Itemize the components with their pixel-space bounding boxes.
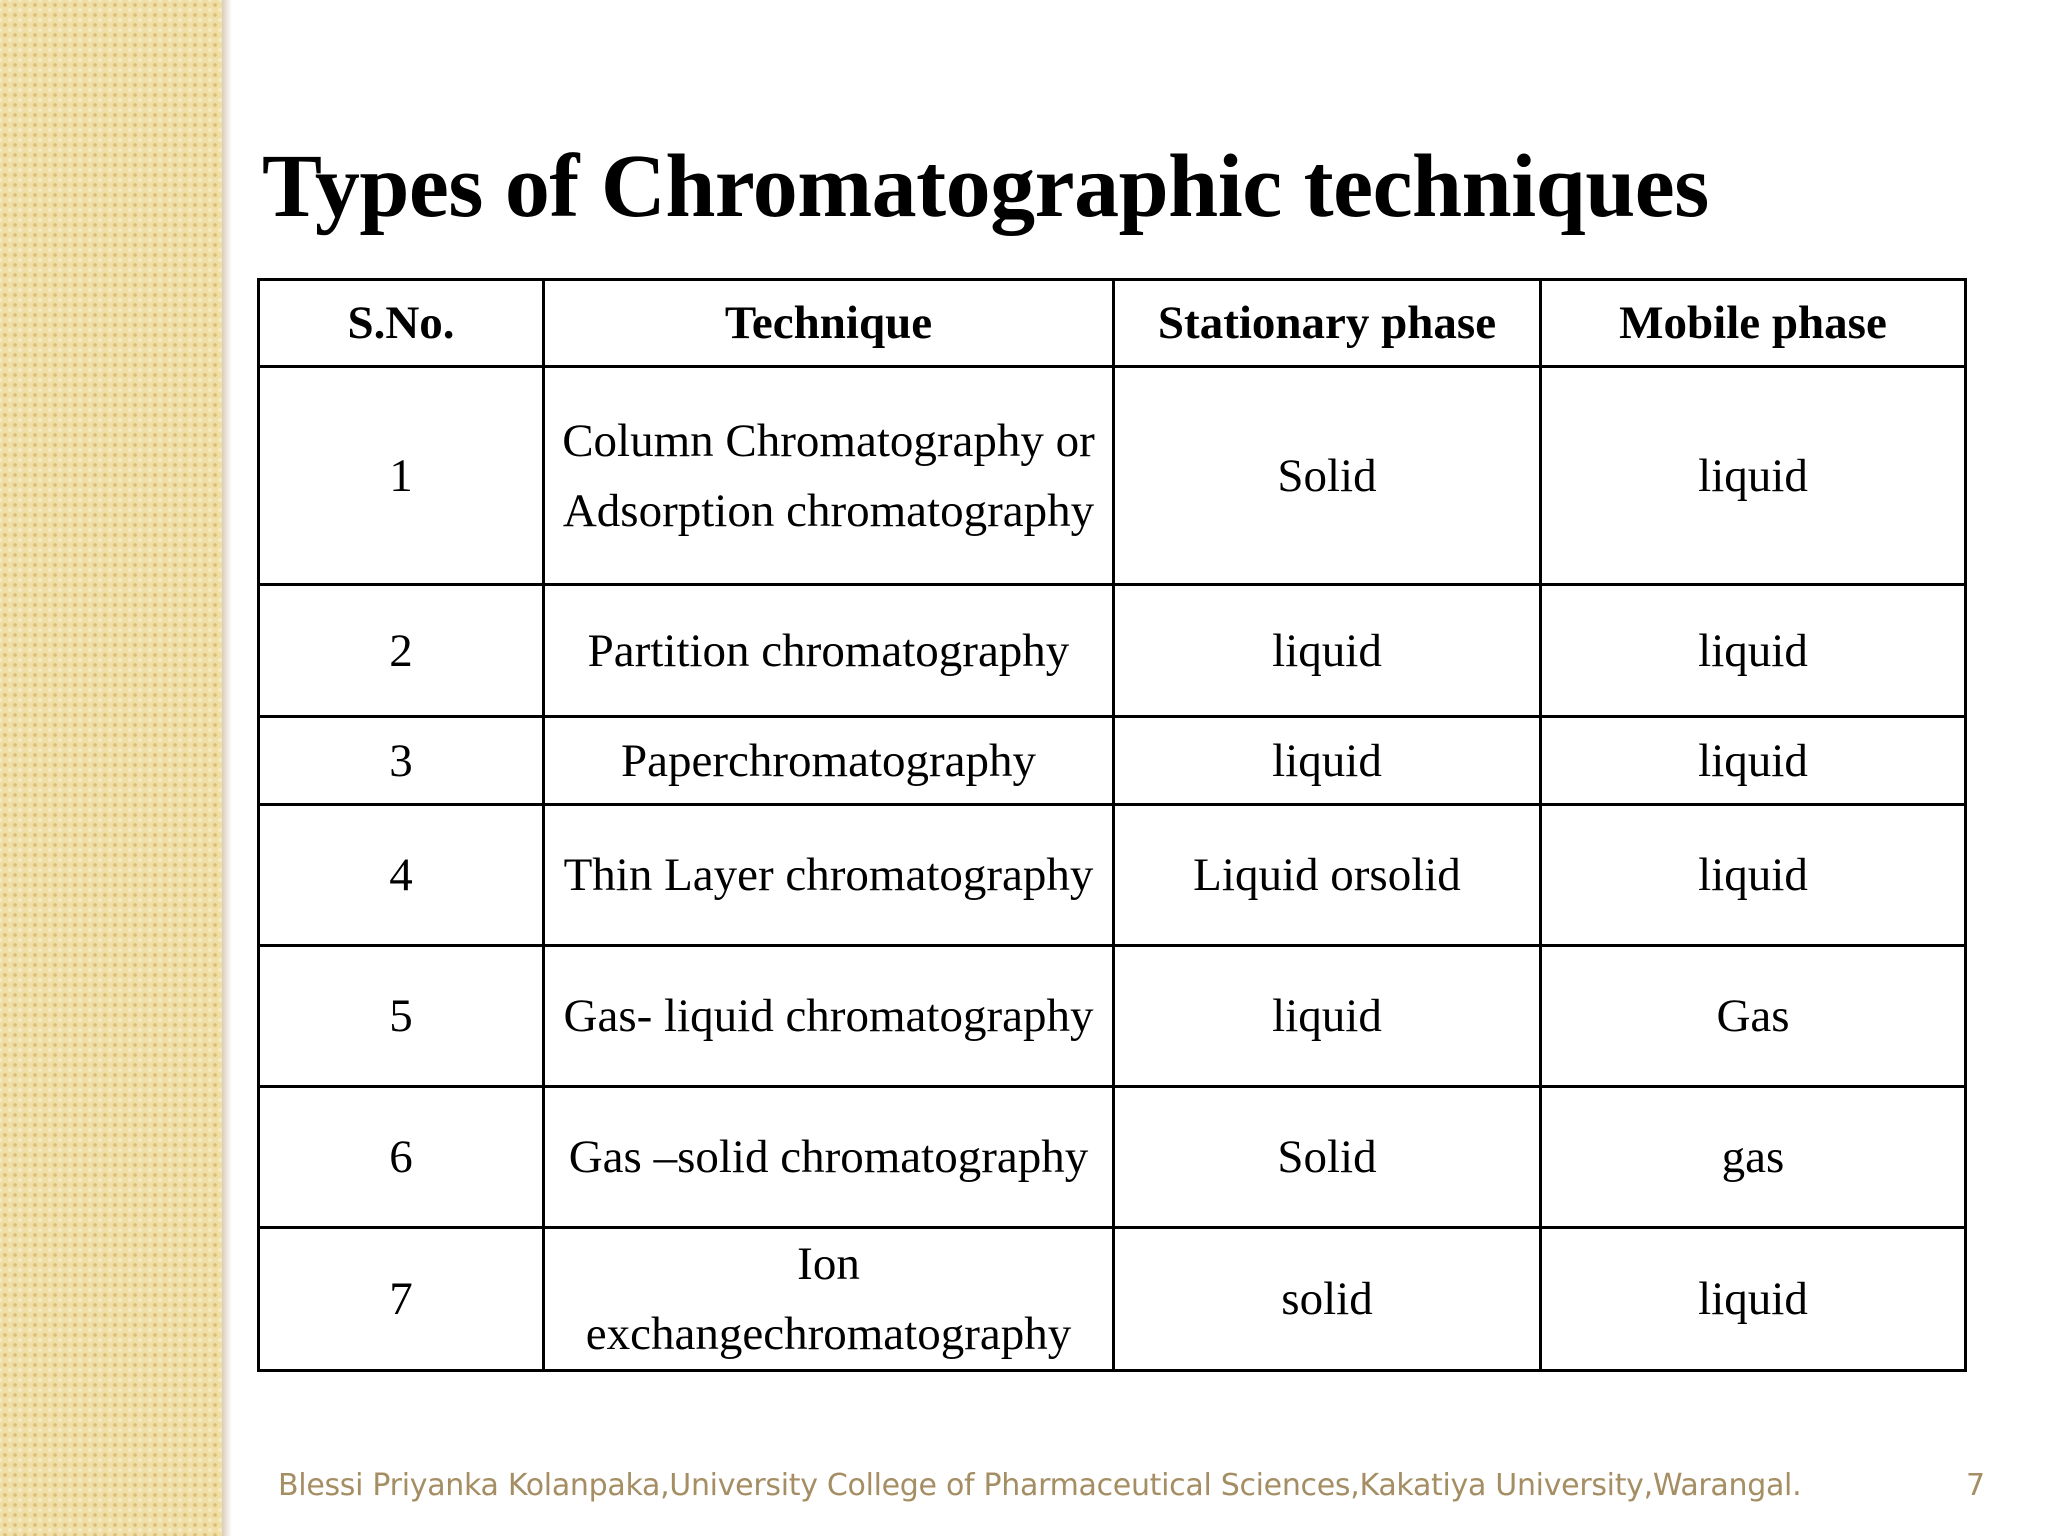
table-row — [259, 367, 1966, 585]
cell-stationary-phase: Solid — [1114, 367, 1541, 585]
cell-technique: Ion exchangechromatography — [544, 1228, 1114, 1371]
cell-technique: Partition chromatography — [544, 585, 1114, 717]
cell-sno: 1 — [259, 367, 544, 585]
header-sno: S.No. — [259, 280, 544, 367]
table-row — [259, 1087, 1966, 1228]
cell-sno: 2 — [259, 585, 544, 717]
cell-technique: Thin Layer chromatography — [544, 805, 1114, 946]
cell-stationary-phase: liquid — [1114, 946, 1541, 1087]
cell-mobile-phase: liquid — [1541, 367, 1966, 585]
side-band-shadow — [222, 0, 232, 1536]
cell-mobile-phase: gas — [1541, 1087, 1966, 1228]
table-row — [259, 717, 1966, 805]
cell-technique: Gas- liquid chromatography — [544, 946, 1114, 1087]
cell-stationary-phase: Liquid orsolid — [1114, 805, 1541, 946]
table-row — [259, 946, 1966, 1087]
cell-mobile-phase: liquid — [1541, 717, 1966, 805]
chromatography-table — [257, 278, 1967, 1372]
table-row — [259, 805, 1966, 946]
decorative-side-band — [0, 0, 222, 1536]
cell-sno: 3 — [259, 717, 544, 805]
slide-footer: Blessi Priyanka Kolanpaka,University College of Pharmaceutical Sciences,Kakatiya University,Warangal. — [278, 1468, 1802, 1503]
cell-technique: Paperchromatography — [544, 717, 1114, 805]
header-stationary-phase: Stationary phase — [1114, 280, 1541, 367]
header-technique: Technique — [544, 280, 1114, 367]
cell-mobile-phase: liquid — [1541, 585, 1966, 717]
cell-mobile-phase: liquid — [1541, 1228, 1966, 1371]
cell-sno: 6 — [259, 1087, 544, 1228]
page-number: 7 — [1966, 1468, 1986, 1503]
cell-technique: Column Chromatography or Adsorption chromatography — [544, 367, 1114, 585]
header-mobile-phase: Mobile phase — [1541, 280, 1966, 367]
cell-sno: 7 — [259, 1228, 544, 1371]
cell-stationary-phase: liquid — [1114, 585, 1541, 717]
cell-mobile-phase: Gas — [1541, 946, 1966, 1087]
table-row — [259, 1228, 1966, 1371]
table-header-row — [259, 280, 1966, 367]
table-row — [259, 585, 1966, 717]
cell-stationary-phase: liquid — [1114, 717, 1541, 805]
cell-sno: 5 — [259, 946, 544, 1087]
cell-stationary-phase: Solid — [1114, 1087, 1541, 1228]
cell-stationary-phase: solid — [1114, 1228, 1541, 1371]
cell-mobile-phase: liquid — [1541, 805, 1966, 946]
cell-technique: Gas –solid chromatography — [544, 1087, 1114, 1228]
cell-sno: 4 — [259, 805, 544, 946]
slide-title: Types of Chromatographic techniques — [262, 137, 1709, 236]
